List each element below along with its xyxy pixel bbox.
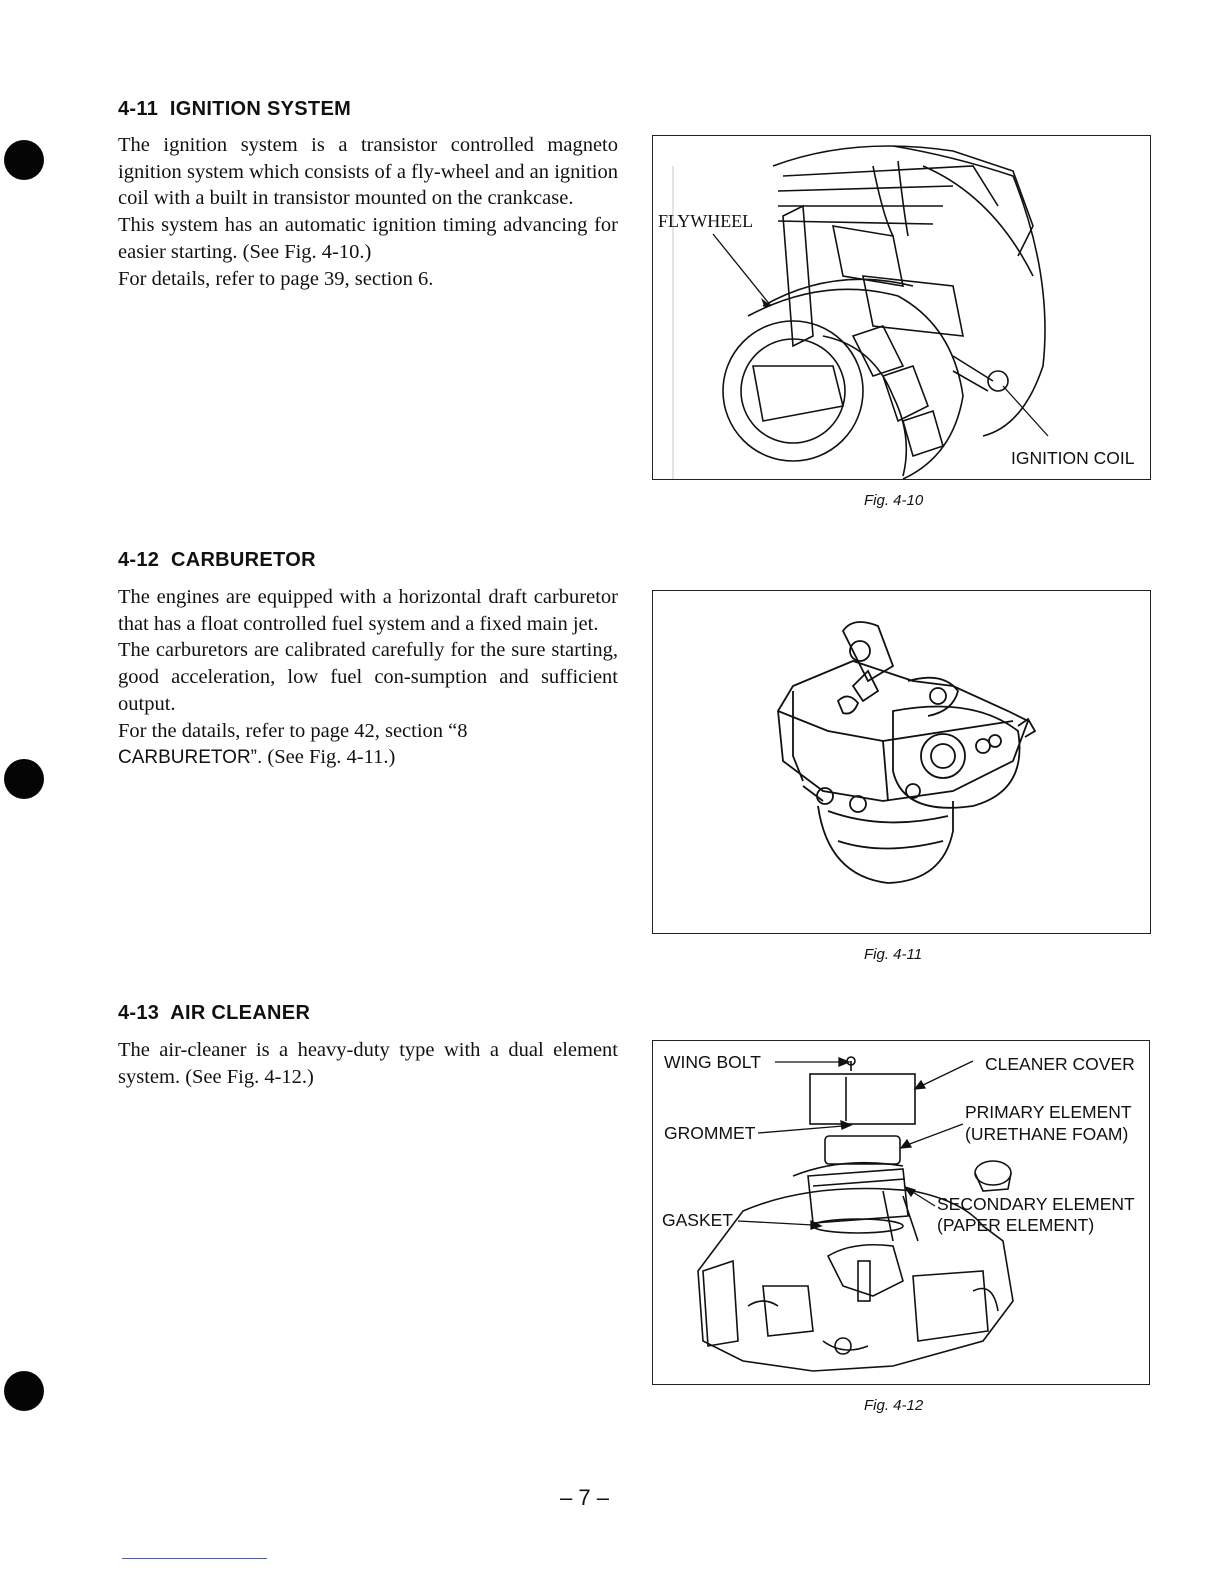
label-secondary-element-material: (PAPER ELEMENT) xyxy=(937,1215,1095,1235)
paragraph: The ignition system is a transistor controlled magneto ignition system which consists of a fly-wheel and an ignition coil with a built in transistor mounted on the crankcase. xyxy=(118,134,618,210)
section-body-ignition-system xyxy=(118,132,618,292)
section-number: 4-12 xyxy=(118,549,160,571)
reference-section-name: CARBURETOR”. xyxy=(118,747,263,769)
label-primary-element-material: (URETHANE FOAM) xyxy=(965,1124,1129,1144)
paragraph: The air-cleaner is a heavy-duty type with a dual element system. (See Fig. 4-12.) xyxy=(118,1039,618,1088)
paragraph: The engines are equipped with a horizontal draft carburetor that has a float controlled fuel system and a fixed main jet. xyxy=(118,586,618,635)
paragraph: This system has an automatic ignition timing advancing for easier starting. (See Fig. 4-10.) xyxy=(118,214,618,263)
figure-caption-4-10: Fig. 4-10 xyxy=(864,492,924,509)
section-number: 4-13 xyxy=(118,1002,160,1024)
label-grommet: GROMMET xyxy=(664,1123,756,1143)
section-heading-air-cleaner xyxy=(118,1002,310,1025)
section-number: 4-11 xyxy=(118,98,159,120)
label-flywheel: FLYWHEEL xyxy=(658,211,754,231)
binder-hole-top xyxy=(4,140,44,180)
figure-4-11-carburetor-illustration xyxy=(652,590,1151,934)
figure-4-12-air-cleaner-illustration xyxy=(652,1040,1150,1385)
section-body-air-cleaner xyxy=(118,1037,618,1090)
section-heading-carburetor xyxy=(118,549,316,572)
section-title: IGNITION SYSTEM xyxy=(169,98,352,120)
binder-hole-middle xyxy=(4,759,44,799)
section-title: CARBURETOR xyxy=(170,549,316,571)
label-ignition-coil: IGNITION COIL xyxy=(1011,448,1135,468)
section-title: AIR CLEANER xyxy=(170,1002,311,1024)
figure-caption-4-12: Fig. 4-12 xyxy=(864,1397,924,1414)
engine-flywheel-drawing xyxy=(653,136,1150,479)
page-number: – 7 – xyxy=(560,1485,609,1510)
paragraph: The carburetors are calibrated carefully for the sure starting, good acceleration, low fuel con-sumption and sufficient output. xyxy=(118,639,618,715)
figure-4-10-ignition-illustration xyxy=(652,135,1151,480)
label-gasket: GASKET xyxy=(662,1210,733,1230)
binder-hole-bottom xyxy=(4,1371,44,1411)
section-body-carburetor xyxy=(118,584,618,772)
paragraph: For the datails, refer to page 42, section “8 xyxy=(118,719,468,742)
label-cleaner-cover: CLEANER COVER xyxy=(985,1054,1135,1074)
reference-figure: (See Fig. 4-11.) xyxy=(262,746,396,769)
paragraph-reference xyxy=(118,744,618,772)
label-wing-bolt: WING BOLT xyxy=(664,1052,761,1072)
footer-rule xyxy=(122,1558,267,1559)
carburetor-drawing xyxy=(653,591,1150,933)
paragraph: For details, refer to page 39, section 6. xyxy=(118,267,434,290)
figure-caption-4-11: Fig. 4-11 xyxy=(864,946,923,963)
label-primary-element: PRIMARY ELEMENT xyxy=(965,1102,1132,1122)
label-secondary-element: SECONDARY ELEMENT xyxy=(937,1194,1135,1214)
section-heading-ignition-system xyxy=(118,98,351,121)
